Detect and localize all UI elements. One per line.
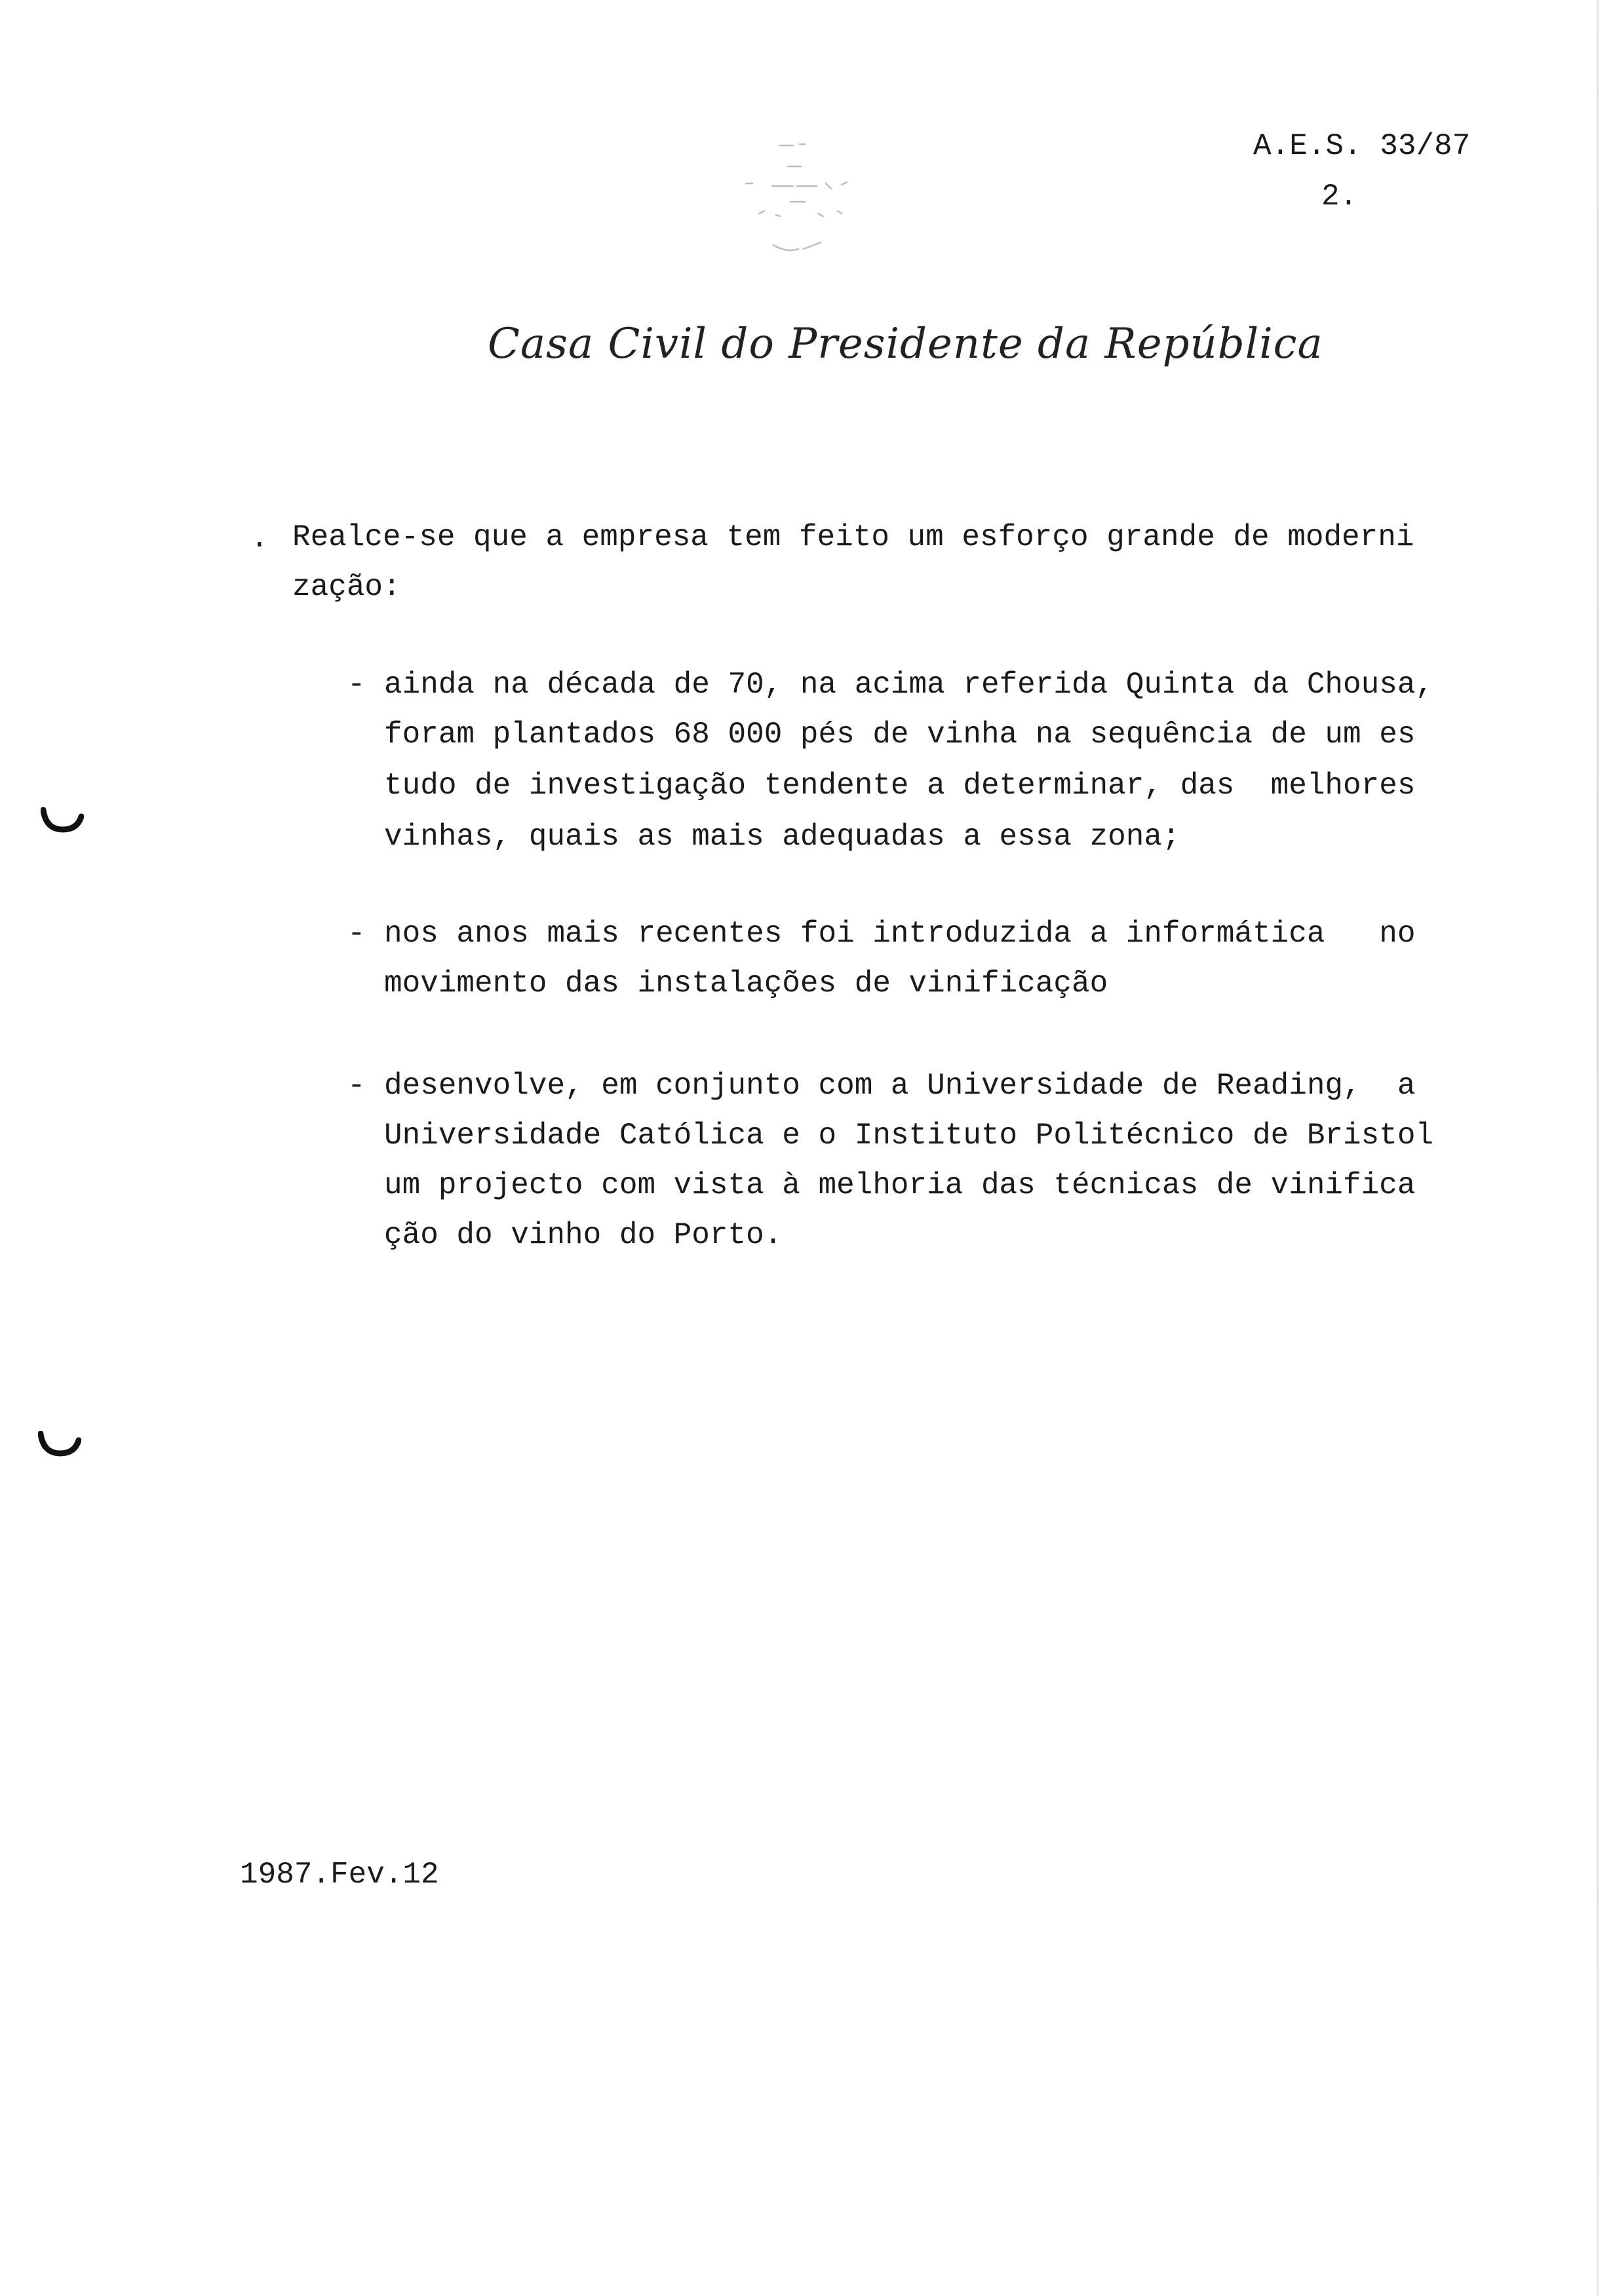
list-item-dash: - <box>347 917 366 951</box>
list-item-1-line-4: vinhas, quais as mais adequadas a essa zona; <box>384 820 1180 854</box>
document-date: 1987.Fev.12 <box>240 1858 439 1892</box>
punch-hole-mark-icon <box>41 807 84 833</box>
list-item-3-line-4: ção do vinho do Porto. <box>384 1218 783 1252</box>
list-item-3-line-3: um projecto com vista à melhoria das técnicas de vinifica <box>384 1168 1416 1202</box>
list-item-1-line-3: tudo de investigação tendente a determinar, das melhores <box>384 769 1416 803</box>
list-item-dash: - <box>347 1069 366 1103</box>
intro-line-2: zação: <box>292 570 401 604</box>
list-item-2-line-2: movimento das instalações de vinificação <box>384 966 1108 1001</box>
paragraph-bullet: . <box>250 522 269 556</box>
list-item-1-line-2: foram plantados 68 000 pés de vinha na sequência de um es <box>384 718 1416 752</box>
letterhead-title: Casa Civil do Presidente da República <box>488 320 1323 368</box>
scan-edge-line <box>1597 0 1599 2296</box>
punch-hole-mark-icon <box>38 1431 81 1457</box>
document-reference: A.E.S. 33/87 <box>1253 129 1471 163</box>
list-item-2-line-1: nos anos mais recentes foi introduzida a informática no <box>384 917 1416 951</box>
page-number: 2. <box>1321 180 1358 214</box>
list-item-3-line-2: Universidade Católica e o Instituto Politécnico de Bristol <box>384 1119 1434 1153</box>
intro-line-1: Realce-se que a empresa tem feito um esforço grande de moderni <box>292 520 1414 554</box>
list-item-dash: - <box>347 668 366 702</box>
list-item-3-line-1: desenvolve, em conjunto com a Universidade de Reading, a <box>384 1069 1416 1103</box>
list-item-1-line-1: ainda na década de 70, na acima referida Quinta da Chousa, <box>384 668 1434 702</box>
coat-of-arms-emblem-icon <box>733 134 864 271</box>
